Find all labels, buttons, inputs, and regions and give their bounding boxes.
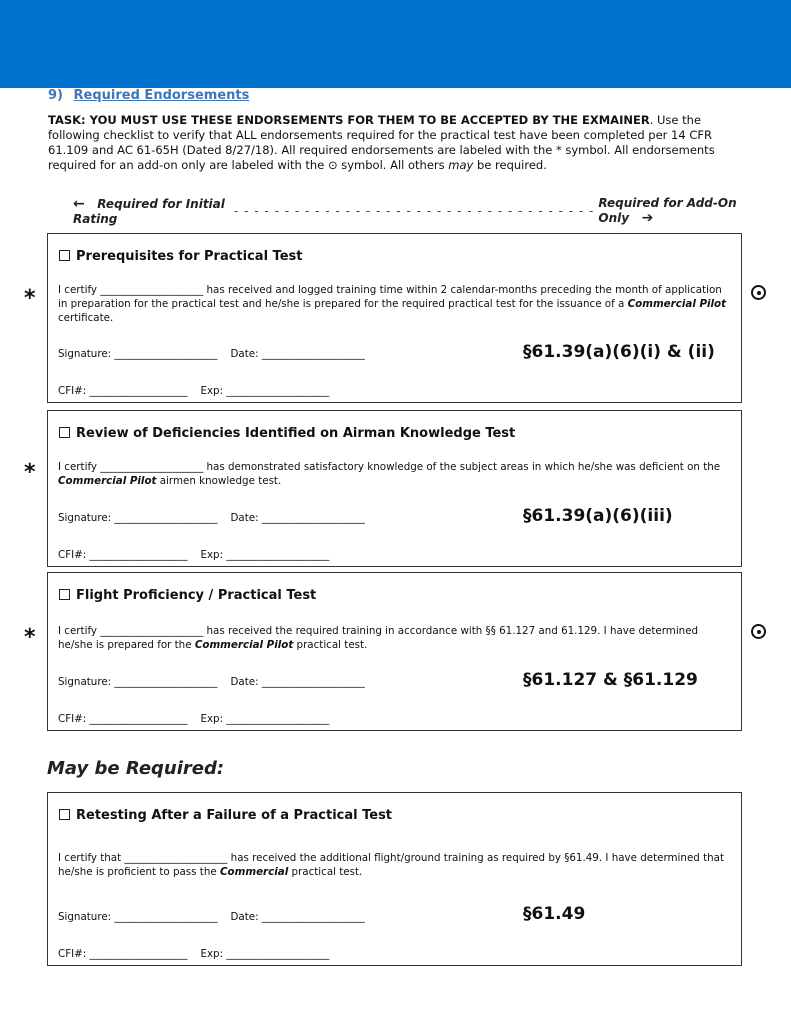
exp-field: Exp: ____________________ — [200, 385, 330, 397]
required-asterisk-icon: * — [24, 460, 36, 485]
legend-dashes: - - - - - - - - - - - - - - - - - - - - - - - - - - - - - - - - - - - - — [233, 204, 595, 218]
circled-dot-symbol-icon: ⊙ — [327, 158, 338, 172]
signature-date-line[interactable] — [58, 512, 365, 524]
cfi-field: CFI#: ___________________ — [58, 948, 188, 960]
date-field: Date: ____________________ — [230, 676, 365, 688]
exp-field: Exp: ____________________ — [200, 948, 330, 960]
cfi-exp-line[interactable] — [58, 713, 329, 725]
signature-field: Signature: ____________________ — [58, 348, 218, 360]
cfi-exp-line[interactable] — [58, 948, 329, 960]
checkbox[interactable] — [59, 809, 70, 820]
regulation-reference: §61.49 — [523, 904, 586, 924]
intro-paragraph — [48, 113, 748, 173]
arrow-right-icon: ➔ — [641, 210, 654, 226]
intro-body-2: symbol. All others — [337, 158, 449, 172]
intro-body-3: be required. — [473, 158, 547, 172]
add-on-circled-dot-icon — [751, 624, 766, 639]
section-number: 9) — [48, 88, 63, 103]
signature-date-line[interactable] — [58, 911, 365, 923]
exp-field: Exp: ____________________ — [200, 713, 330, 725]
regulation-reference: §61.39(a)(6)(iii) — [523, 506, 673, 526]
endorsement-card — [47, 410, 742, 567]
checkbox[interactable] — [59, 427, 70, 438]
exp-field: Exp: ____________________ — [200, 549, 330, 561]
cfi-field: CFI#: ___________________ — [58, 549, 188, 561]
cfi-field: CFI#: ___________________ — [58, 385, 188, 397]
required-asterisk-icon: * — [24, 286, 36, 311]
arrow-left-icon: ← — [73, 196, 85, 212]
endorsement-statement: I certify ____________________ has demonstrated satisfactory knowledge of the subject areas in which he/she was deficient on the Commercial Pilot airmen knowledge test. — [58, 461, 721, 487]
cfi-exp-line[interactable] — [58, 549, 329, 561]
may-be-required-heading: May be Required: — [47, 758, 225, 779]
header-banner — [0, 0, 791, 88]
endorsement-card — [47, 792, 742, 966]
signature-field: Signature: ____________________ — [58, 911, 218, 923]
signature-field: Signature: ____________________ — [58, 512, 218, 524]
signature-date-line[interactable] — [58, 676, 365, 688]
checkbox[interactable] — [59, 250, 70, 261]
cfi-field: CFI#: ___________________ — [58, 713, 188, 725]
intro-body-1: . Use the following checklist to verify that ALL endorsements required for the practical test have been completed per 14 CFR 61.109 and AC 61-65H (Dated 8/27/18). All required endorsements are labeled with the * symbol. All endorsements required for an add-on only are labeled with the — [48, 113, 715, 172]
endorsement-title[interactable]: Retesting After a Failure of a Practical Test — [59, 808, 392, 823]
add-on-circled-dot-icon — [751, 285, 766, 300]
legend-left — [73, 196, 230, 226]
regulation-reference: §61.127 & §61.129 — [523, 670, 698, 690]
section-heading — [48, 88, 249, 103]
cfi-exp-line[interactable] — [58, 385, 329, 397]
endorsement-title[interactable]: Flight Proficiency / Practical Test — [59, 588, 316, 603]
signature-field: Signature: ____________________ — [58, 676, 218, 688]
section-title-link[interactable]: Required Endorsements — [73, 88, 250, 103]
signature-date-line[interactable] — [58, 348, 365, 360]
endorsement-title[interactable]: Review of Deficiencies Identified on Airman Knowledge Test — [59, 426, 515, 441]
endorsement-statement: I certify that ____________________ has received the additional flight/ground training as required by §61.49. I have determined that he/she is proficient to pass the Commercial practical test. — [58, 852, 725, 878]
date-field: Date: ____________________ — [230, 512, 365, 524]
regulation-reference: §61.39(a)(6)(i) & (ii) — [523, 342, 715, 362]
checkbox[interactable] — [59, 589, 70, 600]
legend-initial-rating: Required for Initial Rating — [73, 197, 225, 226]
legend-right — [598, 196, 753, 226]
intro-lead: TASK: YOU MUST USE THESE ENDORSEMENTS FOR THEM TO BE ACCEPTED BY THE EXMAINER — [48, 113, 650, 127]
intro-may: may — [448, 158, 474, 172]
legend-row — [73, 196, 753, 226]
date-field: Date: ____________________ — [230, 348, 365, 360]
endorsement-statement: I certify ____________________ has received and logged training time within 2 calendar-months preceding the month of application in preparation for the practical test and he/she is prepared for the required practical test for the issuance of a Commercial Pilot certificate. — [58, 284, 727, 324]
legend-add-on-only: Required for Add-On Only — [598, 196, 737, 225]
required-asterisk-icon: * — [24, 625, 36, 650]
endorsement-title[interactable]: Prerequisites for Practical Test — [59, 249, 302, 264]
date-field: Date: ____________________ — [230, 911, 365, 923]
endorsement-card — [47, 572, 742, 731]
endorsement-statement: I certify ____________________ has received the required training in accordance with §§ 61.127 and 61.129. I have determined he/she is prepared for the Commercial Pilot practical test. — [58, 625, 699, 651]
endorsement-card — [47, 233, 742, 403]
